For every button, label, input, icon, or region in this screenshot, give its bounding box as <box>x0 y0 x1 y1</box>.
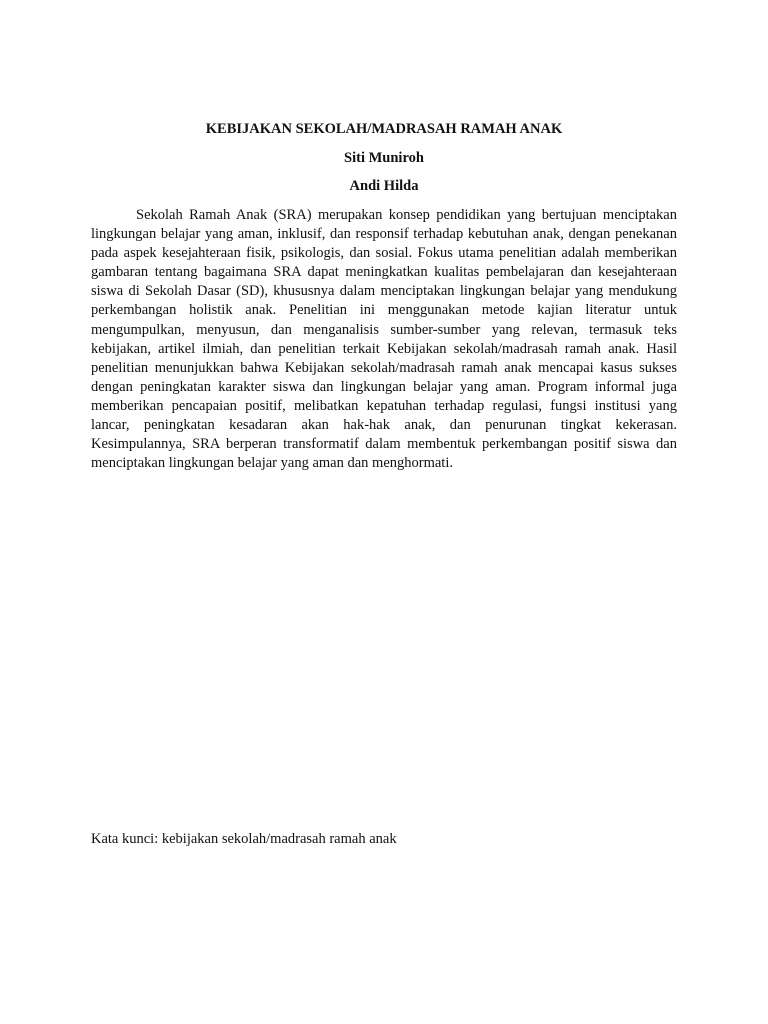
author-name: Andi Hilda <box>349 178 419 194</box>
author-name: Siti Muniroh <box>344 150 424 166</box>
keywords-line: Kata kunci: kebijakan sekolah/madrasah ramah anak <box>91 831 397 847</box>
document-title: KEBIJAKAN SEKOLAH/MADRASAH RAMAH ANAK <box>205 121 563 137</box>
abstract-paragraph: Sekolah Ramah Anak (SRA) merupakan konsep pendidikan yang bertujuan menciptakan lingkungan belajar yang aman, inklusif, dan responsif terhadap kebutuhan anak, dengan penekanan pada aspek kesejahteraan fisik, psikologis, dan sosial. Fokus utama penelitian adalah memberikan gambaran tentang bagaimana SRA dapat meningkatkan kualitas pembelajaran dan kesejahteraan siswa di Sekolah Dasar (SD), khususnya dalam menciptakan lingkungan belajar yang mendukung perkembangan holistik anak. Penelitian ini menggunakan metode kajian literatur untuk mengumpulkan, menyusun, dan menganalisis sumber-sumber yang relevan, termasuk teks kebijakan, artikel ilmiah, dan penelitian terkait Kebijakan sekolah/madrasah ramah anak. Hasil penelitian menunjukkan bahwa Kebijakan sekolah/madrasah ramah anak mencapai kasus sukses dengan peningkatan karakter siswa dan lingkungan belajar yang aman. Program informal juga memberikan pencapaian positif, melibatkan kepatuhan terhadap regulasi, fungsi institusi yang lancar, peningkatan kesadaran akan hak-hak anak, dan penurunan tingkat kekerasan. Kesimpulannya, SRA berperan transformatif dalam membentuk perkembangan positif siswa dan menciptakan lingkungan belajar yang aman dan menghormati. <box>91 207 677 472</box>
